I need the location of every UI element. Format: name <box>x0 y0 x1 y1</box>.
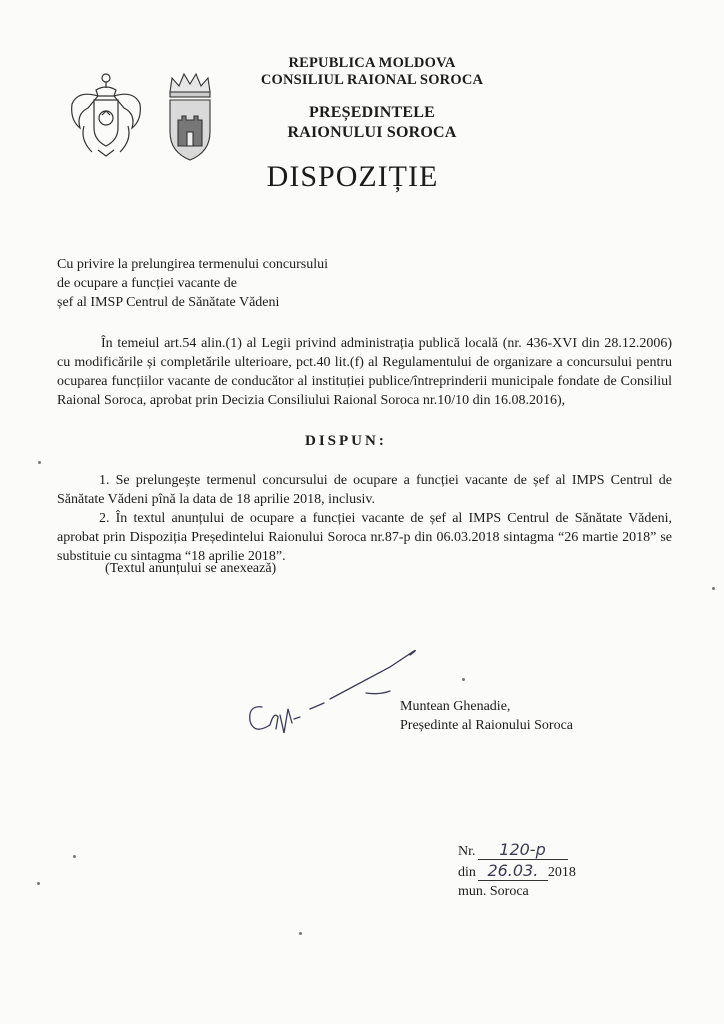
preamble-paragraph <box>57 334 672 410</box>
council-name: CONSILIUL RAIONAL SOROCA <box>260 72 484 88</box>
scan-speck <box>462 678 465 681</box>
subject-line: șef al IMSP Centrul de Sănătate Vădeni <box>57 295 280 310</box>
dispositions-list <box>57 471 672 566</box>
scan-speck <box>299 932 302 935</box>
preamble-text: În temeiul art.54 alin.(1) al Legii privind administrația publică locală (nr. 436-XVI din 28.12.2006) cu modificările și completările ulterioare, pct.40 lit.(f) al Regulamentului de organizare a concursului pentru ocuparea funcțiilor vacante de conducător al instituției publice/întreprinderii municipale fondate de Consiliul Raional Soroca, aprobat prin Decizia Consiliului Raional Soroca nr.10/10 din 16.08.2016), <box>57 336 672 408</box>
signer-name: Muntean Ghenadie, <box>400 699 511 714</box>
office-title-line1: PREȘEDINTELE <box>309 104 435 121</box>
signer-block <box>400 697 573 735</box>
dispun-heading: DISPUN: <box>305 433 387 449</box>
soroca-crest-icon <box>164 70 216 162</box>
date-value: 26.03. <box>478 861 548 881</box>
scan-speck <box>37 882 40 885</box>
office-title-line2: RAIONULUI SOROCA <box>287 124 457 141</box>
scan-speck <box>73 855 76 858</box>
scan-speck <box>712 587 715 590</box>
signer-position: Președinte al Raionului Soroca <box>400 718 574 733</box>
country-name: REPUBLICA MOLDOVA <box>288 55 456 71</box>
subject-block <box>57 255 328 312</box>
registration-block <box>458 840 576 901</box>
subject-line: Cu privire la prelungirea termenului concursului <box>57 257 328 272</box>
annex-note: (Textul anunțului se anexează) <box>105 561 277 576</box>
year: 2018 <box>547 865 576 880</box>
document-title: DISPOZIȚIE <box>266 160 439 193</box>
din-label: din <box>458 865 476 880</box>
subject-line: de ocupare a funcției vacante de <box>57 276 237 291</box>
nr-label: Nr. <box>458 844 476 859</box>
place: mun. Soroca <box>458 884 529 899</box>
list-item: 2. În textul anunțului de ocupare a funcției vacante de șef al IMPS Centrul de Sănătate Vădeni, aprobat prin Dispoziția Președintelui Raionului Soroca nr.87-p din 06.03.2018 sintagma “26 martie 2018” se substituie cu sintagma “18 aprilie 2018”. <box>57 511 672 564</box>
moldova-coat-of-arms-icon <box>66 70 146 160</box>
list-item: 1. Se prelungește termenul concursului de ocupare a funcției vacante de șef al IMPS Centrul de Sănătate Vădeni pînă la data de 18 aprilie 2018, inclusiv. <box>57 473 672 507</box>
nr-value: 120-p <box>478 840 568 860</box>
scan-speck <box>38 461 41 464</box>
